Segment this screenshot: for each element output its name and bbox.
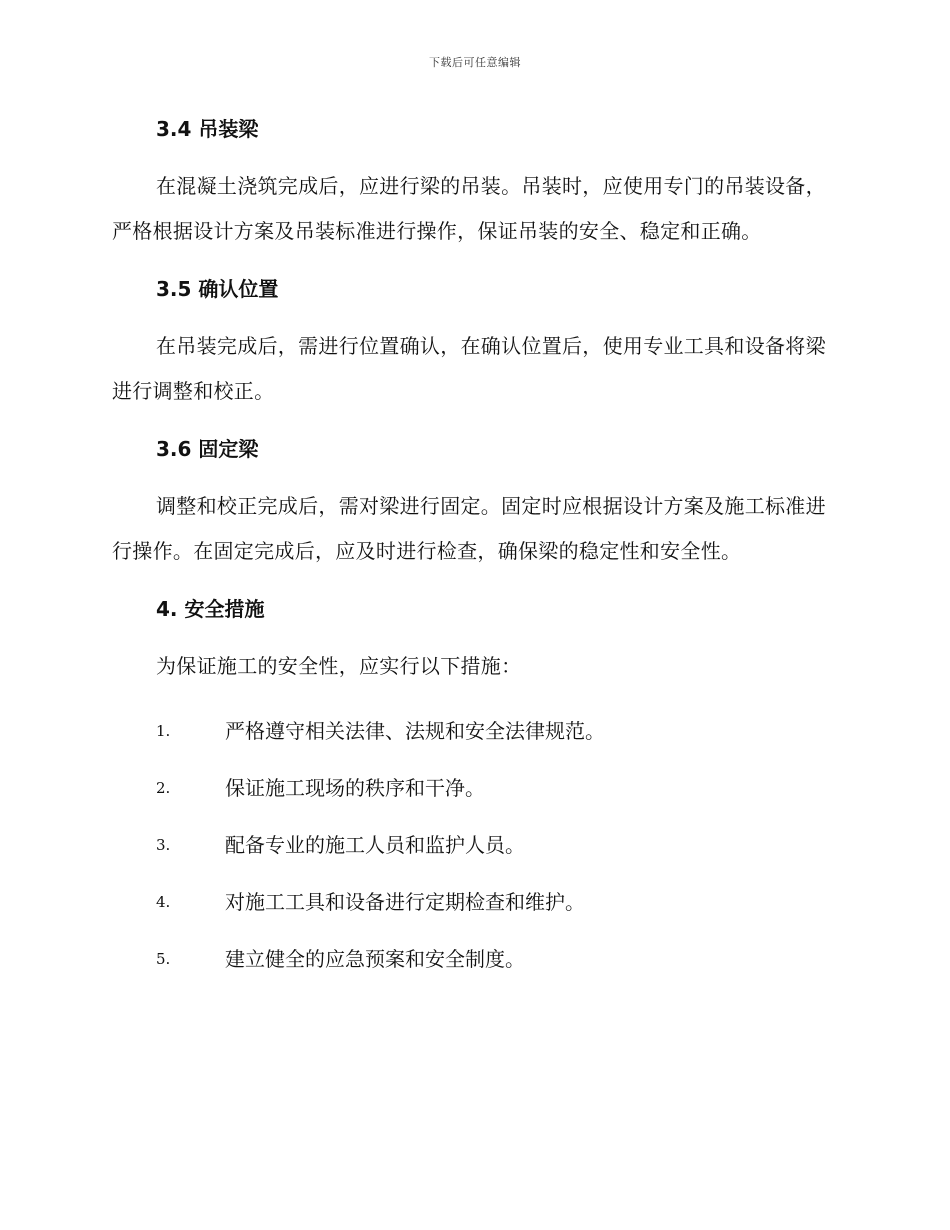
- section-intro-4: 为保证施工的安全性，应实行以下措施：: [156, 654, 522, 678]
- section-heading-4: 4. 安全措施: [156, 597, 265, 621]
- section-heading-3-5: 3.5 确认位置: [156, 277, 279, 301]
- section-paragraph-3-4: 在混凝土浇筑完成后，应进行梁的吊装。吊装时，应使用专门的吊装设备，严格根据设计方案及吊装标准进行操作，保证吊装的安全、稳定和正确。: [112, 174, 826, 243]
- list-item-text: 建立健全的应急预案和安全制度。: [225, 947, 525, 971]
- section-heading-3-6: 3.6 固定梁: [156, 437, 259, 461]
- document-body: [112, 108, 832, 988]
- list-item-text: 配备专业的施工人员和监护人员。: [225, 833, 525, 857]
- list-item: [112, 760, 832, 817]
- list-item-number: 5.: [156, 950, 171, 968]
- list-item-number: 4.: [156, 893, 171, 911]
- section-paragraph-3-6: 调整和校正完成后，需对梁进行固定。固定时应根据设计方案及施工标准进行操作。在固定完成后，应及时进行检查，确保梁的稳定性和安全性。: [112, 494, 826, 563]
- list-item-text: 严格遵守相关法律、法规和安全法律规范。: [225, 719, 605, 743]
- list-item: [112, 931, 832, 988]
- safety-measures-list: [112, 703, 832, 988]
- list-item-number: 2.: [156, 779, 171, 797]
- list-item-text: 保证施工现场的秩序和干净。: [225, 776, 485, 800]
- list-item: [112, 703, 832, 760]
- section-paragraph-3-5: 在吊装完成后，需进行位置确认，在确认位置后，使用专业工具和设备将梁进行调整和校正。: [112, 334, 826, 403]
- list-item-text: 对施工工具和设备进行定期检查和维护。: [225, 890, 585, 914]
- page-header-note: 下载后可任意编辑: [429, 56, 521, 69]
- list-item-number: 3.: [156, 836, 171, 854]
- list-item-number: 1.: [156, 722, 171, 740]
- list-item: [112, 817, 832, 874]
- section-heading-3-4: 3.4 吊装梁: [156, 117, 259, 141]
- list-item: [112, 874, 832, 931]
